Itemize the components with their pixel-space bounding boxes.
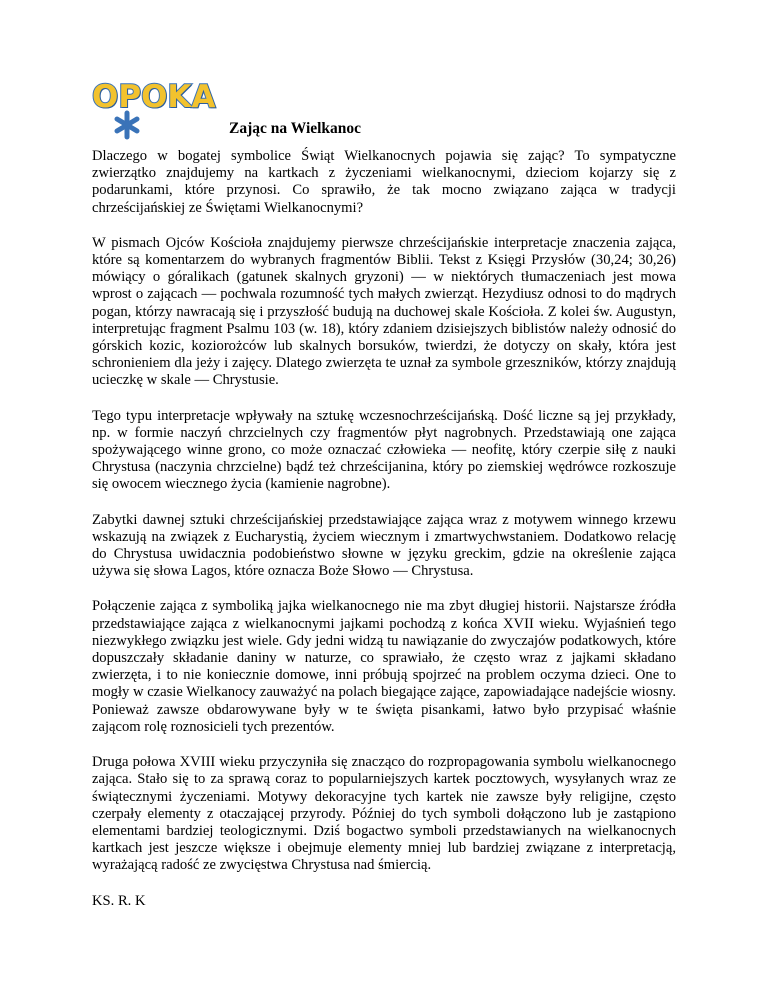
article-title: Zając na Wielkanoc: [229, 120, 362, 137]
opoka-logo[interactable]: [92, 80, 226, 142]
paragraph: W pismach Ojców Kościoła znajdujemy pierwsze chrześcijańskie interpretacje znaczenia zająca, które są komentarzem do wybranych fragmentów Biblii. Tekst z Księgi Przysłów (30,24; 30,26) mówiący o góralikach (gatunek skalnych gryzoni) — w niektórych tłumaczeniach jest mowa wprost o zającach — pochwala rozumność tych małych zwierząt. Hezydiusz odnosi to do mądrych pogan, którzy nawracają się i przyszłość budują na duchowej skale Kościoła. Z kolei św. Augustyn, interpretując fragment Psalmu 103 (w. 18), który zdaniem dzisiejszych biblistów należy odnosić do górskich kozic, koziorożców lub skalnych borsuków, twierdzi, że dotyczy on skały, która jest schronieniem dla jeży i zajęcy. Dlatego zwierzęta te uznał za symbole grzeszników, którzy znajdują ucieczkę w skale — Chrystusie.: [92, 234, 676, 389]
paragraph: Tego typu interpretacje wpływały na sztukę wczesnochrześcijańską. Dość liczne są jej przykłady, np. w formie naczyń chrzcielnych czy fragmentów płyt nagrobnych. Przedstawiają one zająca spożywającego winne grono, co może oznaczać człowieka — neofitę, który czerpie siłę z nauki Chrystusa (naczynia chrzcielne) bądź też chrześcijanina, który po ziemskiej wędrówce rozkoszuje się owocem wiecznego życia (kamienie nagrobne).: [92, 407, 676, 493]
logo-wordmark: OPOKA: [92, 79, 216, 115]
paragraph: Dlaczego w bogatej symbolice Świąt Wielkanocnych pojawia się zając? To sympatyczne zwierzątko znajdujemy na kartkach z życzeniami wielkanocnymi, dzieciom kojarzy się z podarunkami, które przynosi. Co sprawiło, że tak mocno związano zająca w tradycji chrześcijańskiej ze Świętami Wielkanocnymi?: [92, 148, 676, 216]
paragraph: Zabytki dawnej sztuki chrześcijańskiej przedstawiające zająca wraz z motywem winnego krzewu wskazują na związek z Eucharystią, życiem wiecznym i zmartwychwstaniem. Dodatkowo relację do Chrystusa uwidacznia podobieństwo słowne w języku greckim, gdzie na określenie zająca używa się słowa Lagos, które oznacza Boże Słowo — Chrystusa.: [92, 511, 676, 580]
author-signature: KS. R. K: [92, 892, 146, 909]
paragraph: Druga połowa XVIII wieku przyczyniła się znacząco do rozpropagowania symbolu wielkanocnego zająca. Stało się to za sprawą coraz to popularniejszych kartek pocztowych, wysyłanych wraz ze świątecznymi życzeniami. Motywy dekoracyjne tych kartek nie zawsze były religijne, często czerpały elementy z otaczającej przyrody. Później do tych symboli dołączono lub je zastąpiono elementami bardziej teologicznymi. Dziś bogactwo symboli przedstawianych na wielkanocnych kartkach jest jeszcze większe i obejmuje elementy mniej lub bardziej związane z interpretacją, wyrażającą radość ze zwycięstwa Chrystusa nad śmiercią.: [92, 754, 676, 874]
article-body: [92, 148, 676, 910]
asterisk-star-icon: [114, 110, 140, 140]
paragraph: Połączenie zająca z symboliką jajka wielkanocnego nie ma zbyt długiej historii. Najstarsze źródła przedstawiające zająca z wielkanocnymi jajkami pochodzą z końca XVII wieku. Wyjaśnień tego niezwykłego związku jest wiele. Gdy jedni widzą tu nawiązanie do zwyczajów podatkowych, które dopuszczały składanie daniny w naturze, co sprawiało, że często wraz z jajkami składano zwierzęta, i to nie koniecznie domowe, inni próbują spojrzeć na problem oczyma dzieci. One to mogły w czasie Wielkanocy zauważyć na polach biegające zające, zapowiadające nadejście wiosny. Ponieważ zawsze obdarowywane były w te święta pisankami, łatwo było przypisać właśnie zającom rolę roznosicieli tych prezentów.: [92, 598, 676, 735]
